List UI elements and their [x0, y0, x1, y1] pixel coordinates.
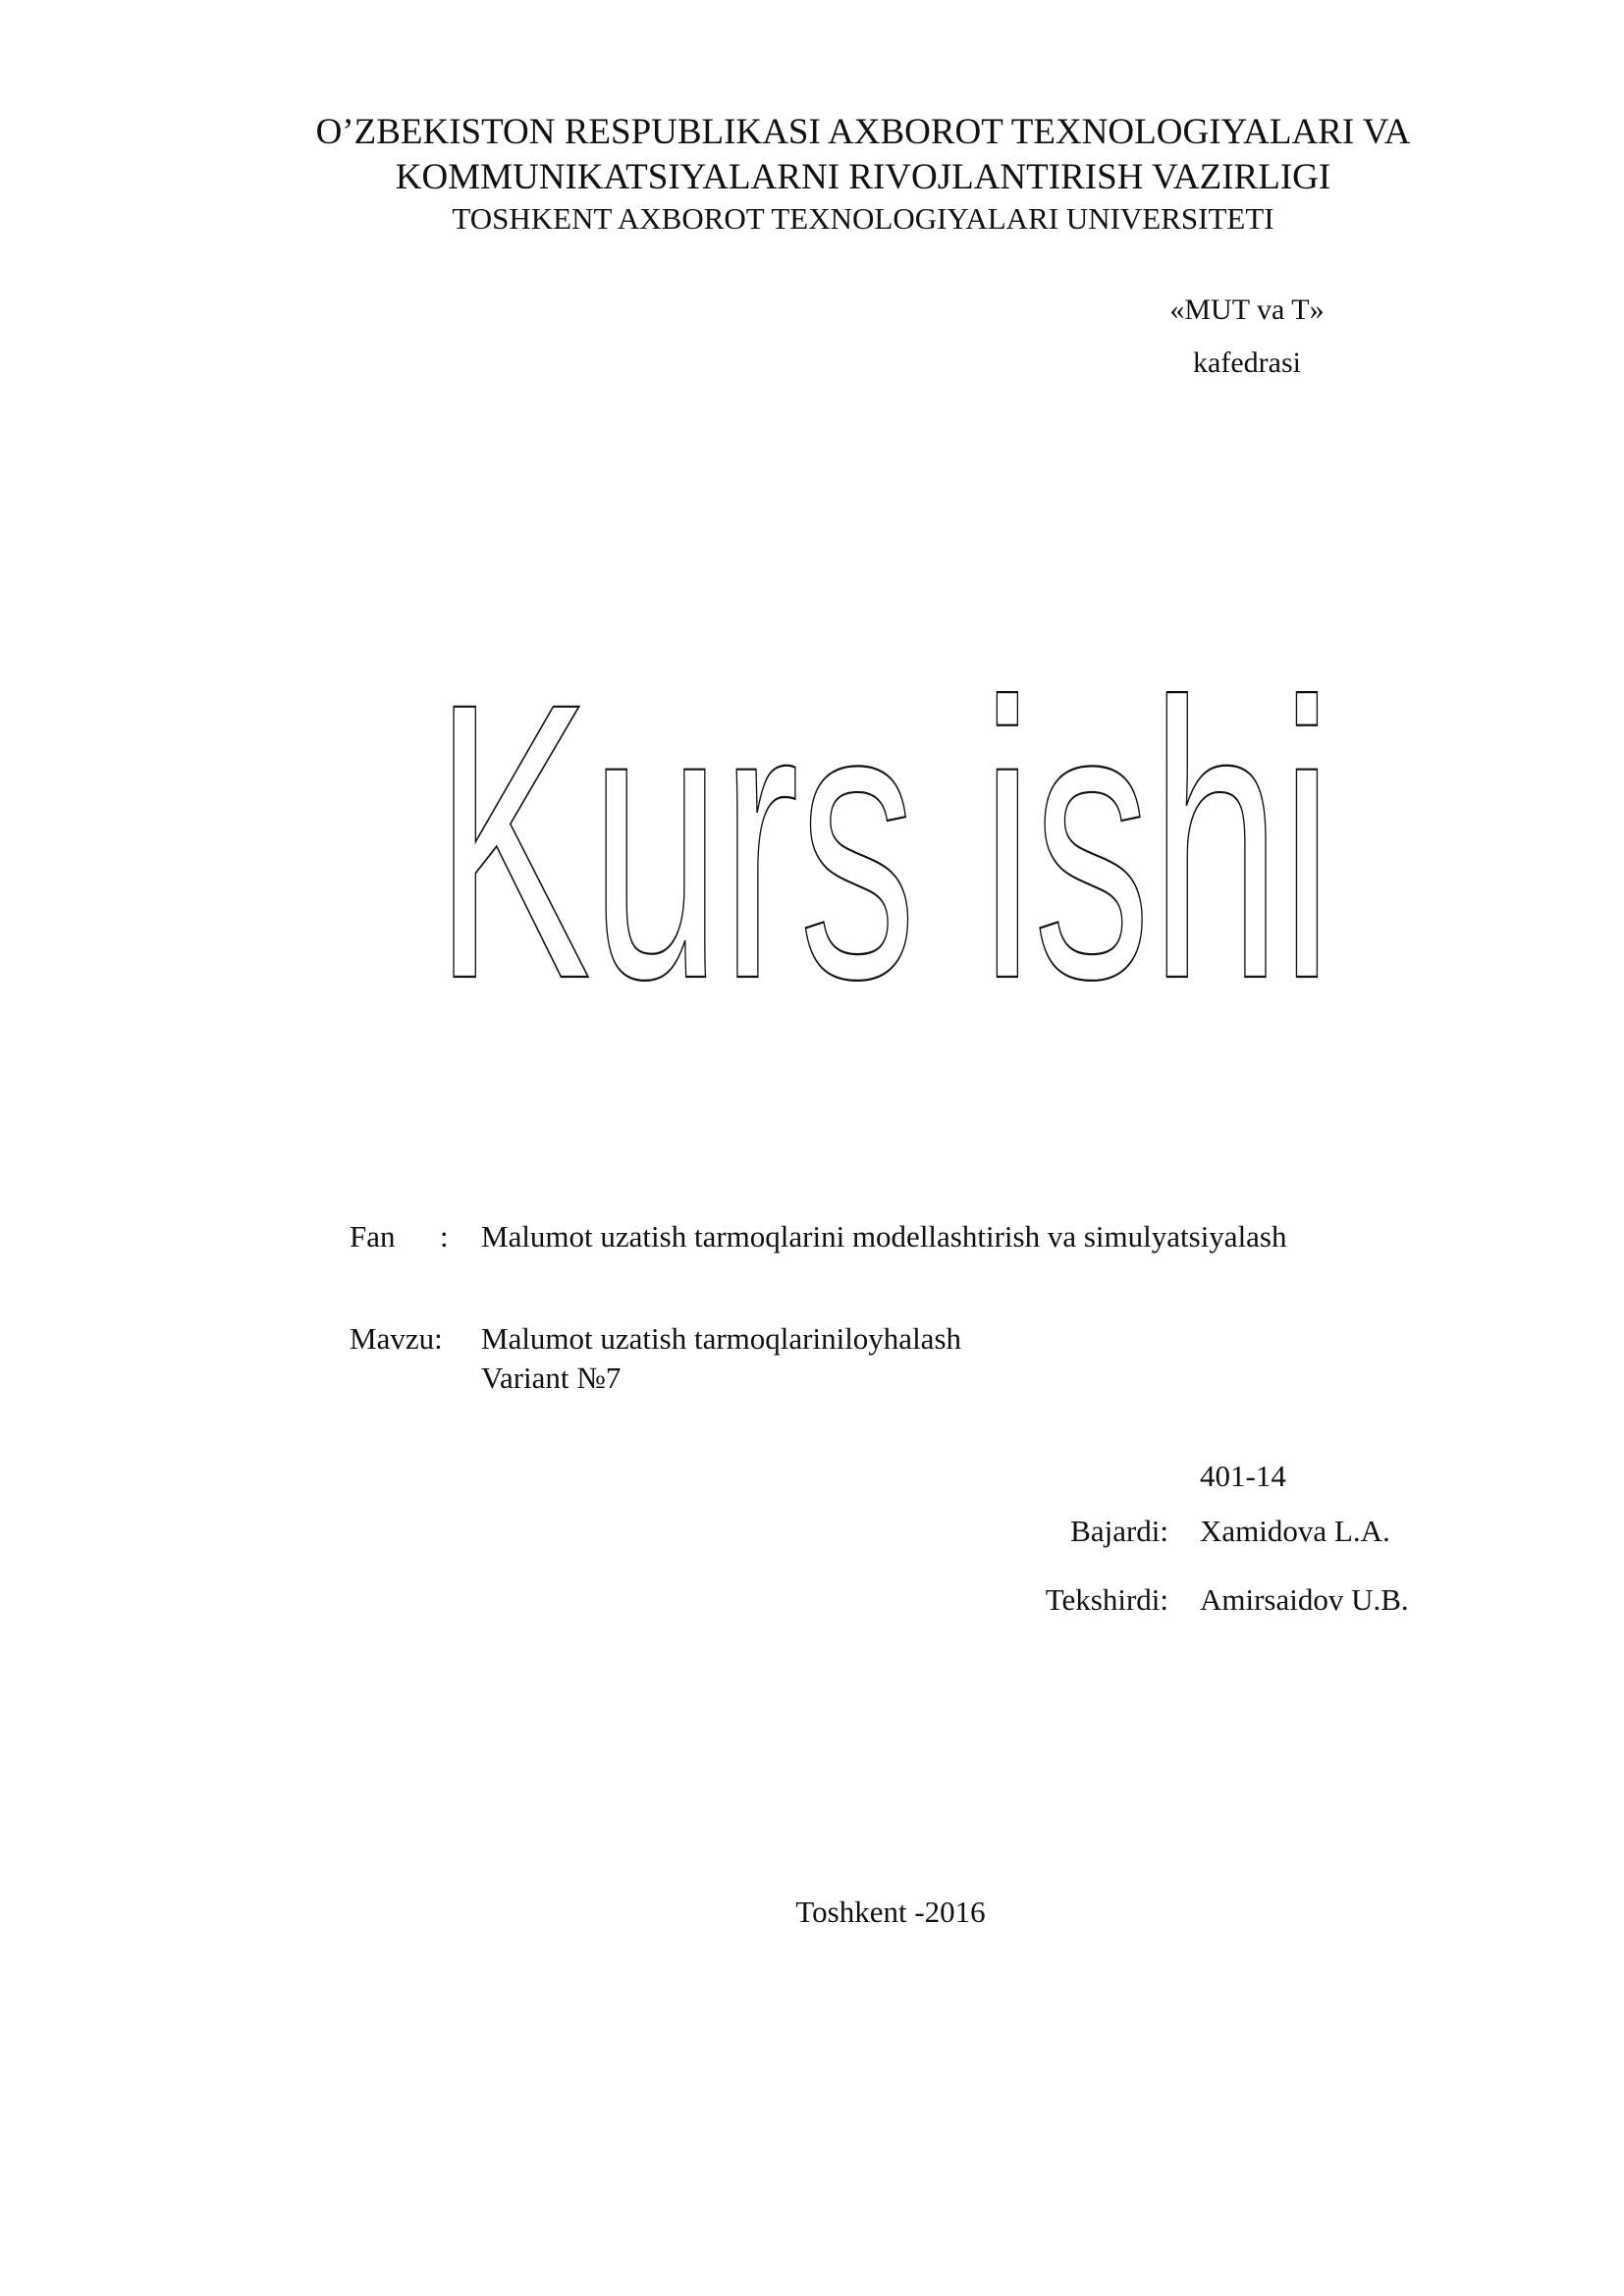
- ministry-heading: [0, 110, 1624, 200]
- subject-separator: :: [440, 1219, 449, 1254]
- department-label: kafedrasi: [1193, 347, 1301, 379]
- subject-value: Malumot uzatish tarmoqlarini modellashtirish va simulyatsiyalash: [481, 1219, 1287, 1254]
- department-name: «MUT va T»: [1169, 294, 1325, 326]
- ministry-line-2: KOMMUNIKATSIYALARNI RIVOJLANTIRISH VAZIRLIGI: [395, 157, 1331, 197]
- ministry-line-1: O’ZBEKISTON RESPUBLIKASI AXBOROT TEXNOLOGIYALARI VA: [315, 112, 1411, 152]
- checked-by-label: Tekshirdi:: [1045, 1582, 1168, 1617]
- performed-by-value: Xamidova L.A.: [1200, 1514, 1390, 1548]
- document-title-text: Kurs ishi: [434, 621, 1333, 1021]
- university-name: TOSHKENT AXBOROT TEXNOLOGIYALARI UNIVERSITETI: [452, 201, 1274, 236]
- document-title: [393, 589, 1375, 1021]
- topic-label: Mavzu:: [350, 1321, 443, 1356]
- subject-label: Fan: [350, 1219, 396, 1254]
- topic-value-line-1: Malumot uzatish tarmoqlariniloyhalash: [481, 1321, 962, 1356]
- document-title-outline: [393, 589, 1375, 1021]
- checked-by-value: Amirsaidov U.B.: [1200, 1582, 1409, 1617]
- place-and-year: Toshkent -2016: [795, 1895, 986, 1929]
- group-number: 401-14: [1200, 1459, 1286, 1493]
- performed-by-label: Bajardi:: [1070, 1514, 1168, 1548]
- topic-value-line-2: Variant №7: [481, 1361, 622, 1395]
